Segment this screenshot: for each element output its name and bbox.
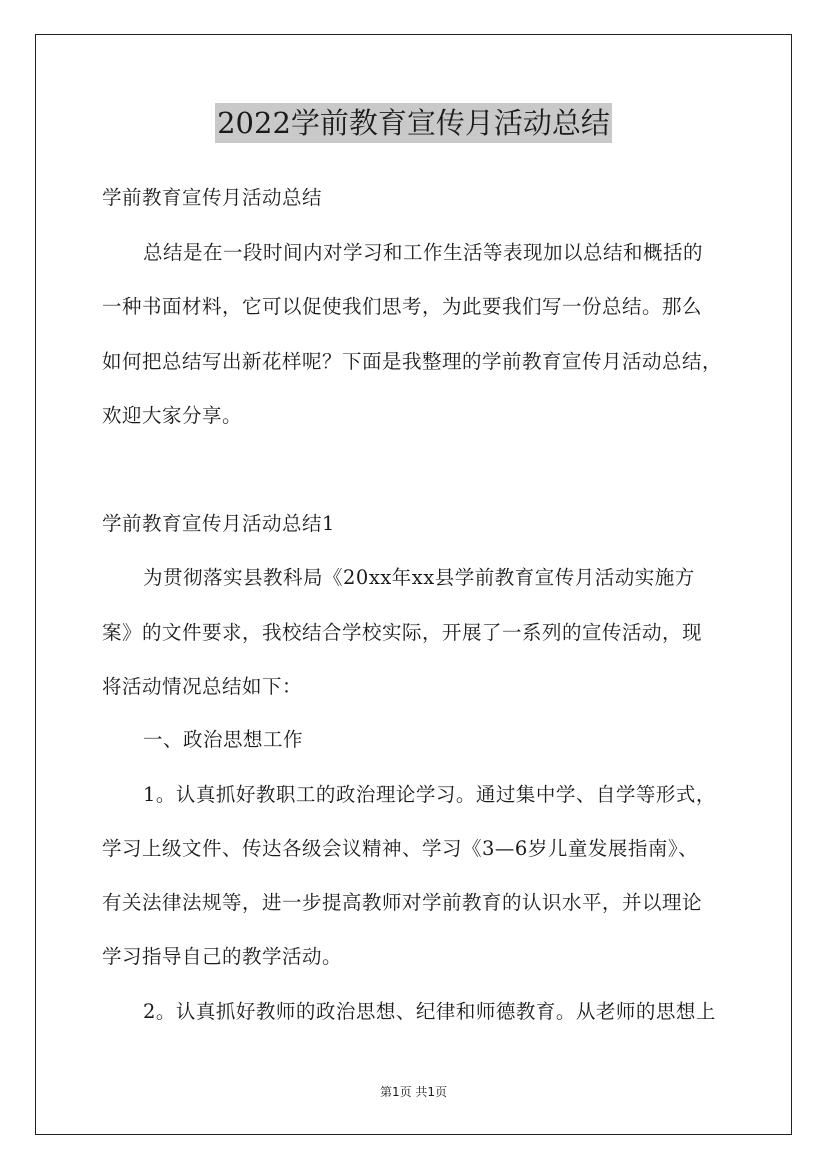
paragraph-line: 总结是在一段时间内对学习和工作生活等表现加以总结和概括的 [143, 241, 704, 264]
paragraph-line: 一种书面材料，它可以促使我们思考，为此要我们写一份总结。那么 [102, 295, 703, 318]
paragraph-line: 学习指导自己的教学活动。 [102, 945, 343, 968]
paragraph-line: 将活动情况总结如下： [102, 675, 303, 698]
section-heading: 学前教育宣传月活动总结1 [102, 512, 335, 535]
subsection-heading: 一、政治思想工作 [143, 728, 304, 751]
paragraph-line: 如何把总结写出新花样呢？下面是我整理的学前教育宣传月活动总结， [102, 350, 723, 373]
subtitle-line: 学前教育宣传月活动总结 [102, 186, 323, 209]
paragraph-line: 学习上级文件、传达各级会议精神、学习《3—6岁儿童发展指南》、 [102, 837, 699, 860]
paragraph-line: 为贯彻落实县教科局《20xx年xx县学前教育宣传月活动实施方 [143, 566, 695, 589]
paragraph-line: 案》的文件要求，我校结合学校实际，开展了一系列的宣传活动，现 [102, 621, 703, 644]
paragraph-line: 欢迎大家分享。 [102, 404, 243, 427]
title-container [0, 103, 827, 143]
document-title: 2022学前教育宣传月活动总结 [215, 103, 612, 143]
paragraph-line: 1。认真抓好教职工的政治理论学习。通过集中学、自学等形式， [143, 783, 716, 806]
paragraph-line: 有关法律法规等，进一步提高教师对学前教育的认识水平，并以理论 [102, 891, 703, 914]
paragraph-line: 2。认真抓好教师的政治思想、纪律和师德教育。从老师的思想上 [143, 1000, 716, 1023]
page-number-footer: 第1页 共1页 [379, 1085, 448, 1099]
